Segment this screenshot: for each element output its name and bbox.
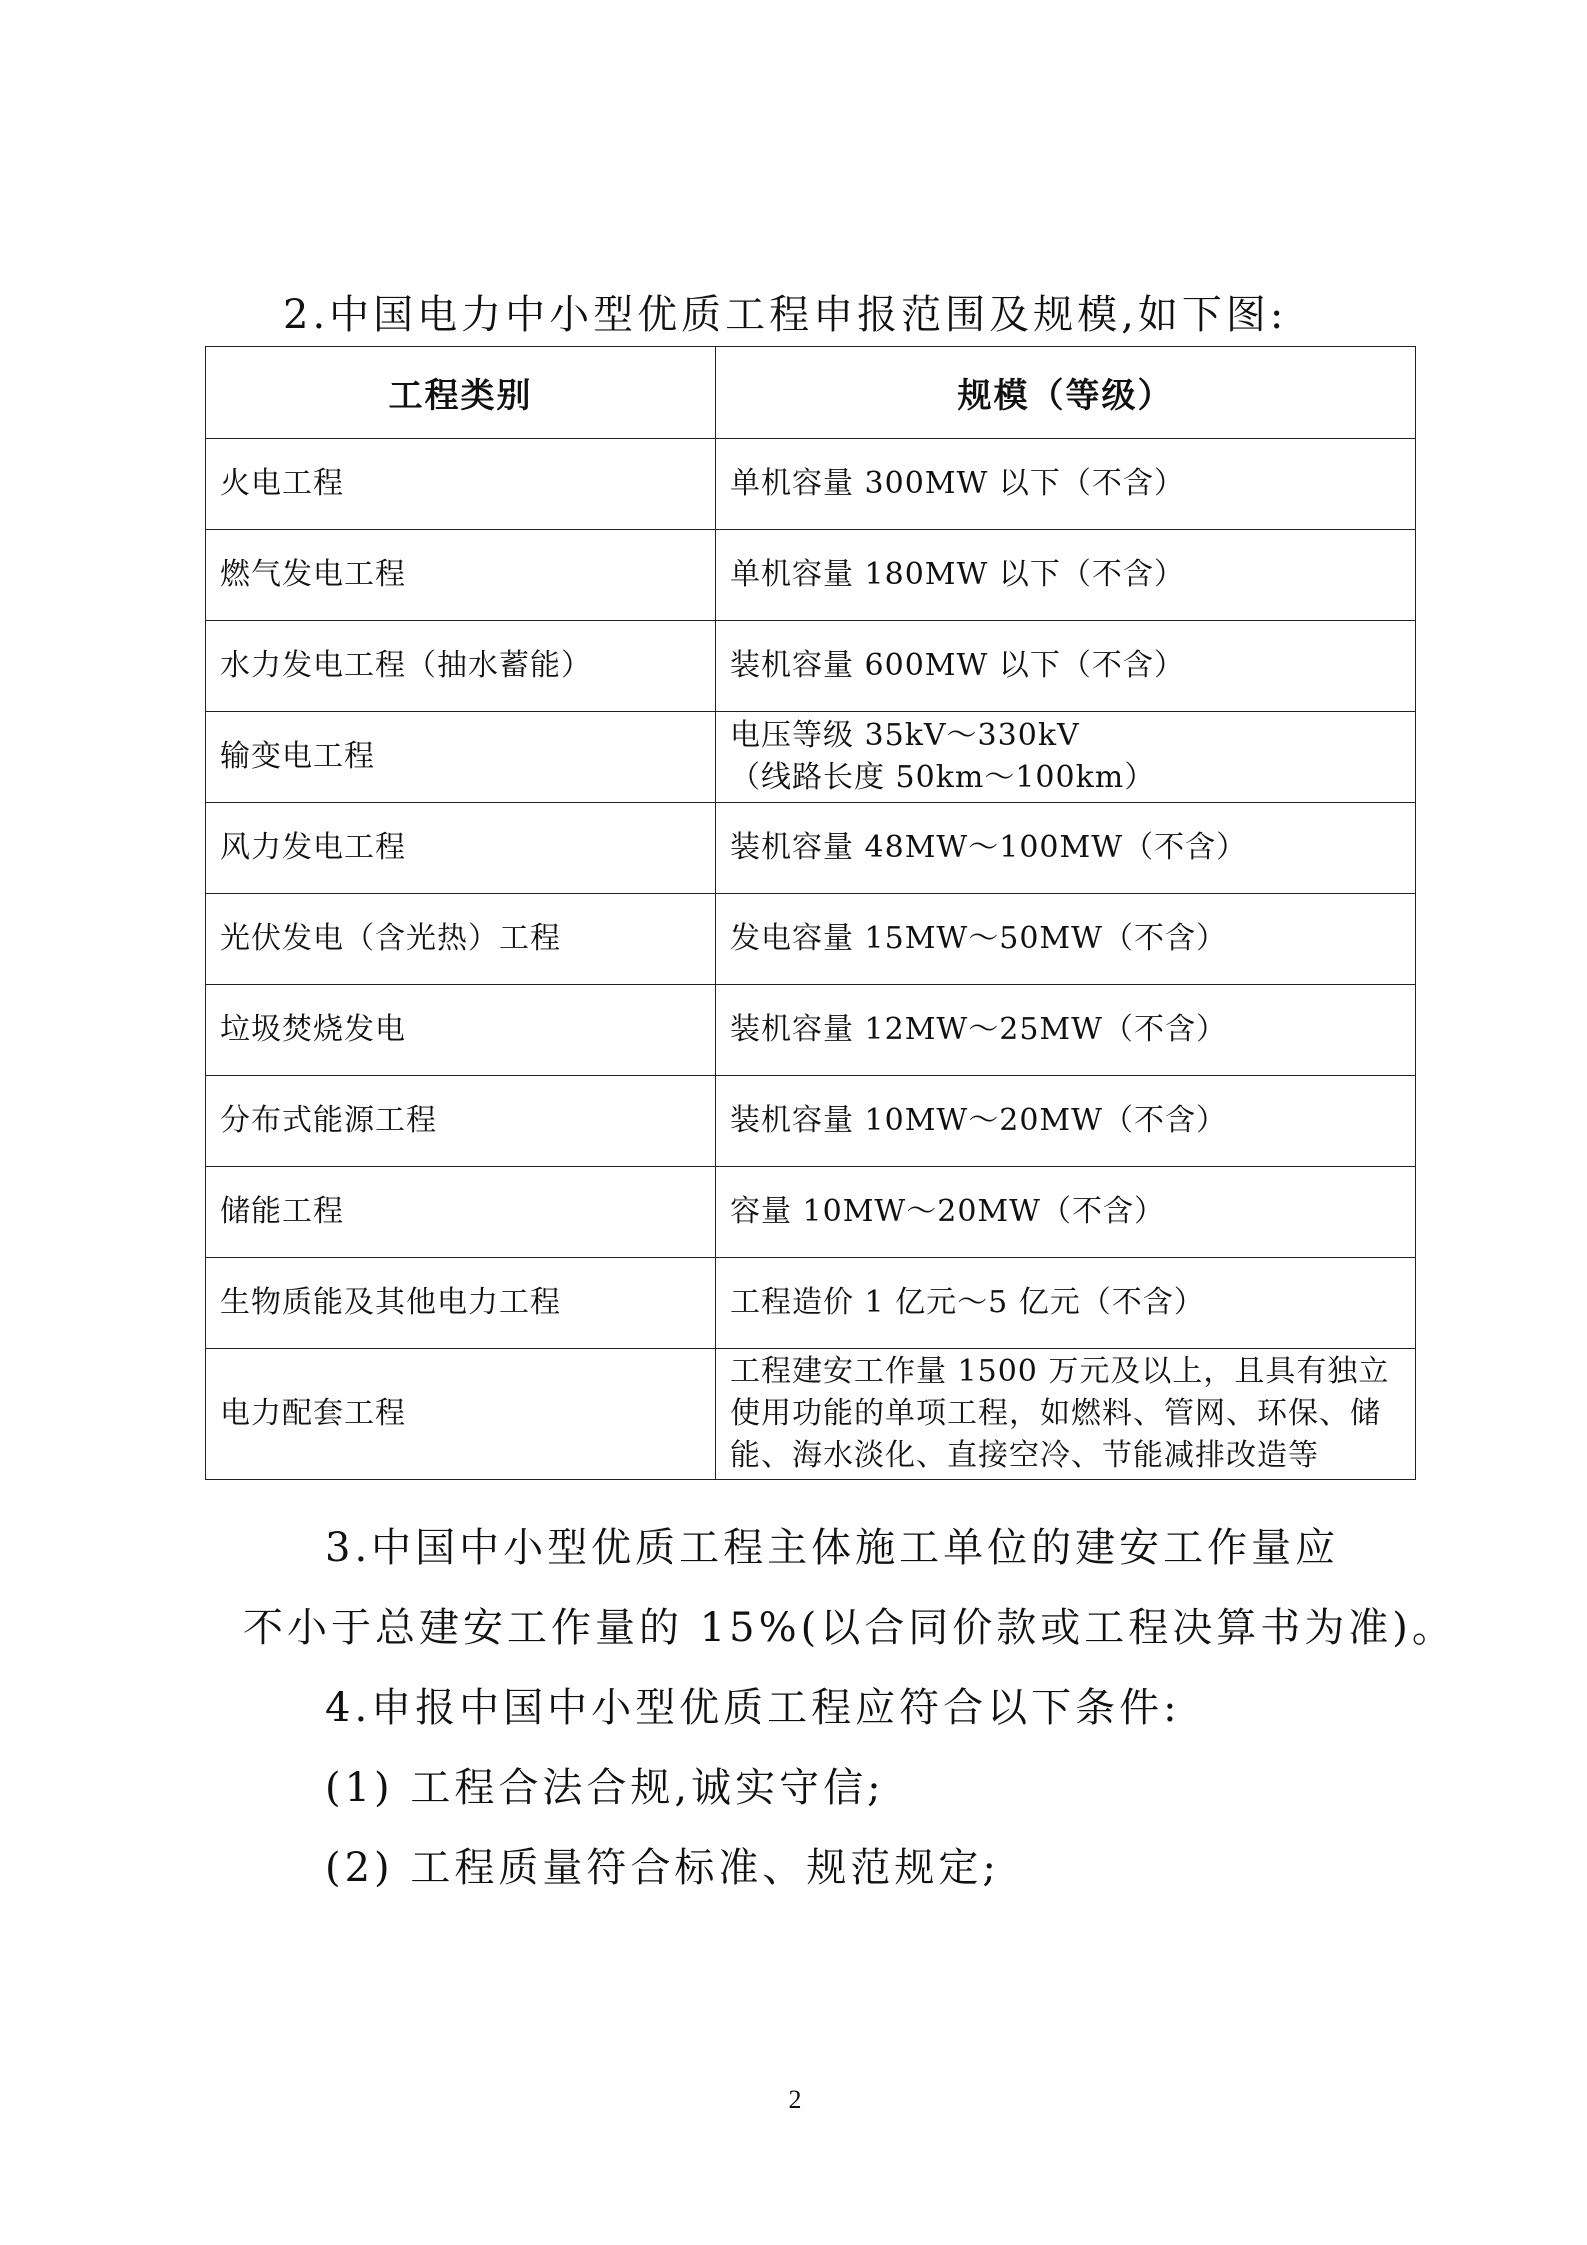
scale-cell (716, 803, 1416, 894)
scale-line: 使用功能的单项工程，如燃料、管网、环保、储 (730, 1396, 1381, 1431)
section-heading: 2.中国电力中小型优质工程申报范围及规模,如下图: (283, 292, 1288, 338)
scope-scale-table (205, 346, 1416, 1480)
scale-line: 装机容量 10MW～20MW（不含） (730, 1103, 1227, 1138)
table-row (206, 1258, 1416, 1349)
category-cell: 生物质能及其他电力工程 (206, 1258, 716, 1349)
scale-line: 能、海水淡化、直接空冷、节能减排改造等 (730, 1438, 1319, 1473)
column-header-scale: 规模（等级） (716, 347, 1416, 439)
category-cell: 光伏发电（含光热）工程 (206, 894, 716, 985)
scale-line: 装机容量 48MW～100MW（不含） (730, 830, 1248, 865)
category-cell: 储能工程 (206, 1167, 716, 1258)
table-row (206, 1349, 1416, 1480)
scale-cell (716, 712, 1416, 803)
table-row (206, 439, 1416, 530)
category-cell: 火电工程 (206, 439, 716, 530)
scale-cell (716, 1349, 1416, 1480)
paragraph-4: 4.申报中国中小型优质工程应符合以下条件: (325, 1685, 1181, 1731)
table-header-row (206, 347, 1416, 439)
paragraph-3-line-1: 3.中国中小型优质工程主体施工单位的建安工作量应 (325, 1525, 1340, 1571)
condition-item-2: (2) 工程质量符合标准、规范规定; (325, 1845, 1000, 1891)
category-cell: 电力配套工程 (206, 1349, 716, 1480)
category-cell: 燃气发电工程 (206, 530, 716, 621)
scale-cell (716, 1076, 1416, 1167)
scale-cell (716, 621, 1416, 712)
scale-cell (716, 985, 1416, 1076)
condition-item-1: (1) 工程合法合规,诚实守信; (325, 1765, 885, 1811)
scale-line: 单机容量 180MW 以下（不含） (730, 557, 1185, 592)
category-cell: 水力发电工程（抽水蓄能） (206, 621, 716, 712)
table-row (206, 1076, 1416, 1167)
scale-line: 发电容量 15MW～50MW（不含） (730, 921, 1227, 956)
scale-line: （线路长度 50km～100km） (730, 760, 1156, 795)
scale-line: 装机容量 12MW～25MW（不含） (730, 1012, 1227, 1047)
scale-line: 电压等级 35kV～330kV (730, 718, 1080, 753)
scale-line: 工程建安工作量 1500 万元及以上，且具有独立 (730, 1354, 1390, 1389)
scale-line: 容量 10MW～20MW（不含） (730, 1194, 1165, 1229)
column-header-category: 工程类别 (206, 347, 716, 439)
category-cell: 垃圾焚烧发电 (206, 985, 716, 1076)
table-row (206, 1167, 1416, 1258)
table-row (206, 803, 1416, 894)
scale-line: 工程造价 1 亿元～5 亿元（不含） (730, 1285, 1205, 1320)
table-row (206, 712, 1416, 803)
scale-cell (716, 1258, 1416, 1349)
table-row (206, 985, 1416, 1076)
category-cell: 风力发电工程 (206, 803, 716, 894)
category-cell: 分布式能源工程 (206, 1076, 716, 1167)
scale-cell (716, 530, 1416, 621)
scale-cell (716, 1167, 1416, 1258)
table-row (206, 621, 1416, 712)
scale-cell (716, 894, 1416, 985)
scale-line: 单机容量 300MW 以下（不含） (730, 466, 1185, 501)
scale-cell (716, 439, 1416, 530)
paragraph-3-line-2: 不小于总建安工作量的 15%(以合同价款或工程决算书为准)。 (243, 1605, 1456, 1651)
page-number: 2 (788, 2085, 802, 2114)
category-cell: 输变电工程 (206, 712, 716, 803)
table-row (206, 894, 1416, 985)
scale-line: 装机容量 600MW 以下（不含） (730, 648, 1185, 683)
table-row (206, 530, 1416, 621)
